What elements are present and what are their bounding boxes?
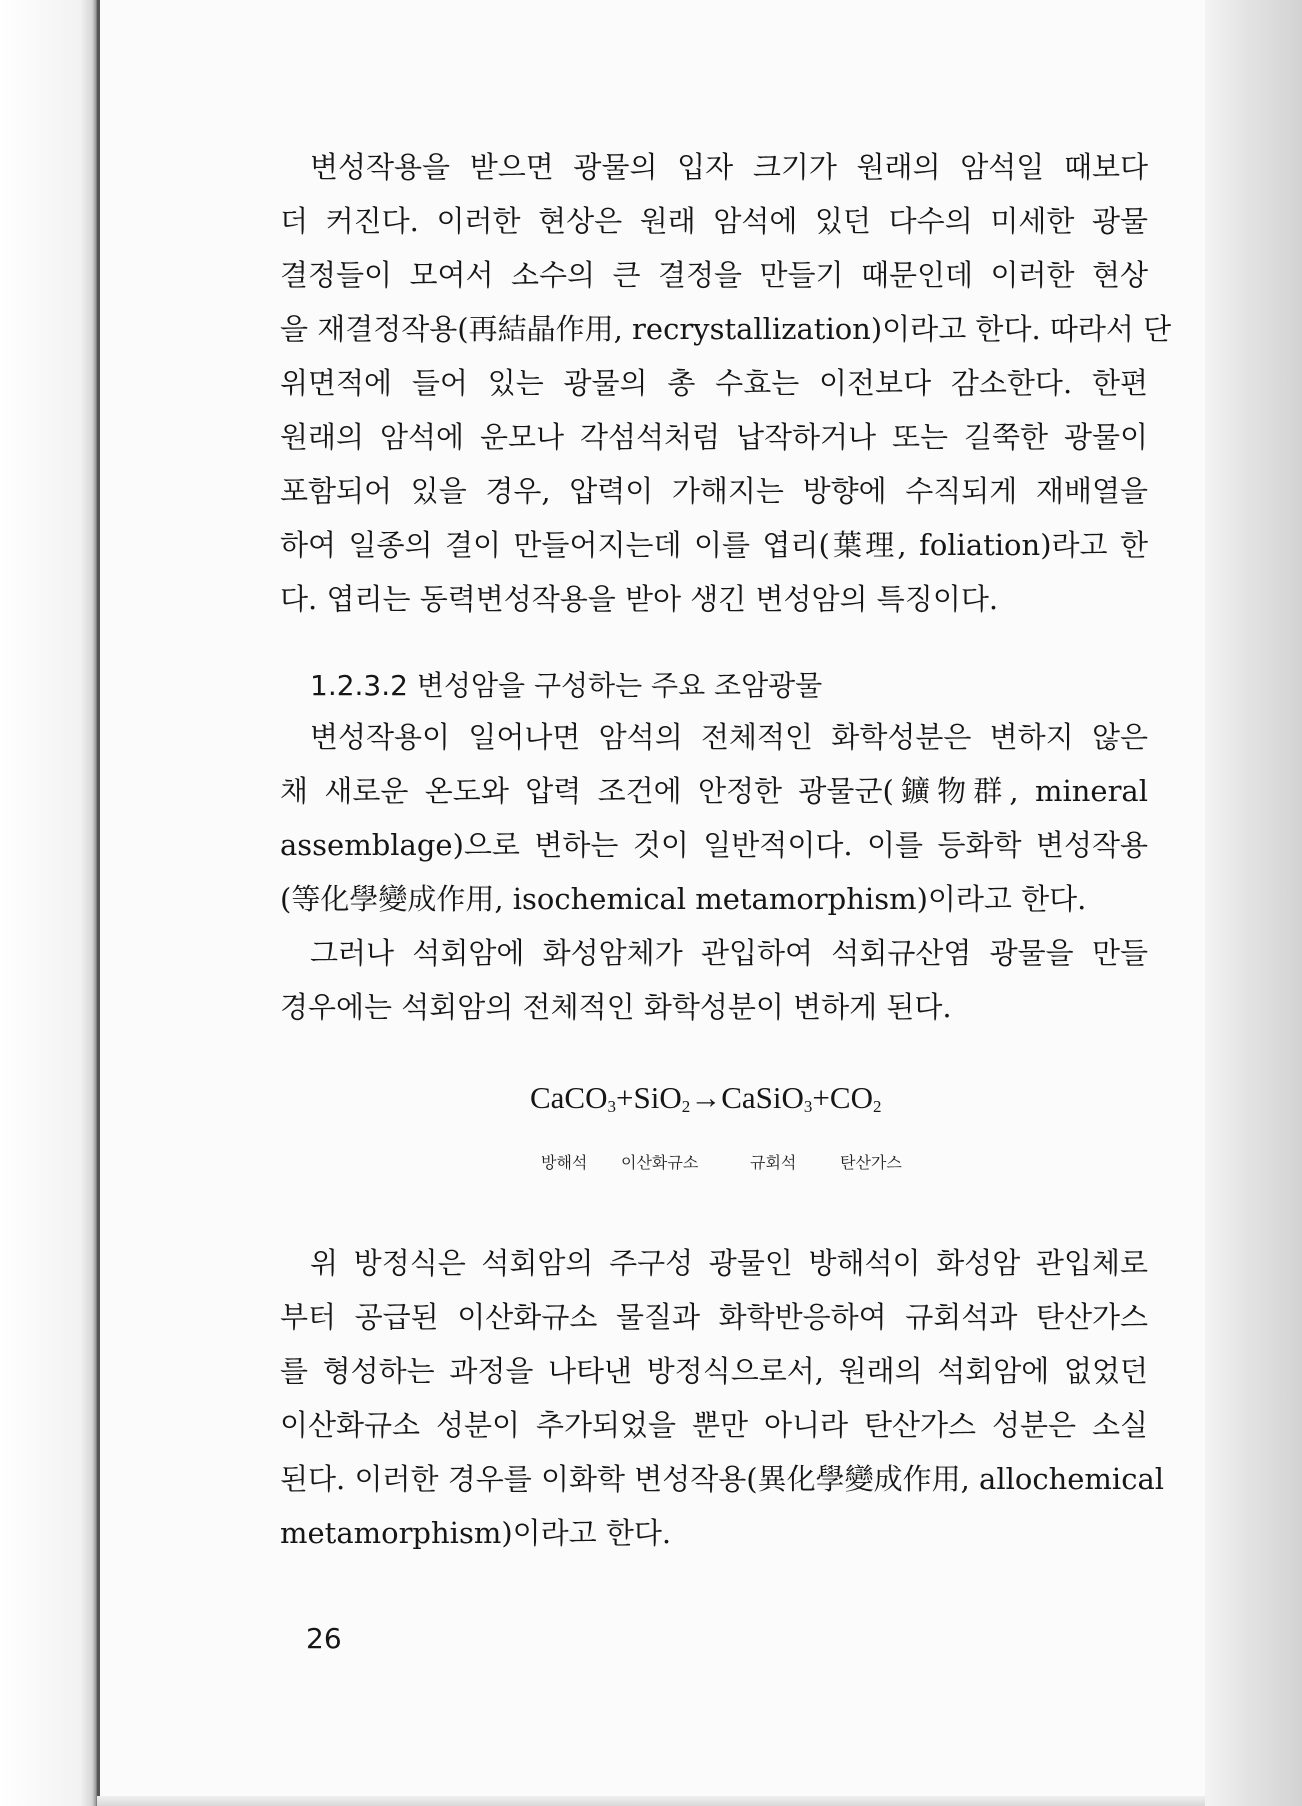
text-line: 이산화규소 성분이 추가되었을 뿐만 아니라 탄산가스 성분은 소실 — [280, 1408, 1148, 1442]
page-edge-shadow — [1205, 0, 1302, 1806]
text-line: 포함되어 있을 경우, 압력이 가해지는 방향에 수직되게 재배열을 — [280, 474, 1148, 508]
text-line: 더 커진다. 이러한 현상은 원래 암석에 있던 다수의 미세한 광물 — [280, 204, 1148, 238]
text-line: 변성작용을 받으면 광물의 입자 크기가 원래의 암석일 때보다 — [310, 150, 1148, 184]
text-line: 결정들이 모여서 소수의 큰 결정을 만들기 때문인데 이러한 현상 — [280, 258, 1148, 292]
equation-caption-calcite: 방해석 — [541, 1153, 588, 1172]
text-line: 하여 일종의 결이 만들어지는데 이를 엽리(葉理, foliation)라고 한 — [280, 528, 1148, 562]
text-line: 부터 공급된 이산화규소 물질과 화학반응하여 규회석과 탄산가스 — [280, 1300, 1148, 1334]
chemical-equation — [530, 1080, 881, 1117]
equation-subscript: 3 — [803, 1097, 813, 1116]
page-number: 26 — [306, 1622, 342, 1655]
equation-caption-wollastonite: 규회석 — [750, 1153, 797, 1172]
equation-subscript: 2 — [681, 1097, 691, 1116]
equation-plus: + — [812, 1080, 830, 1115]
paragraph-isochemical — [280, 710, 1148, 1034]
equation-term: CaSiO — [721, 1080, 804, 1115]
text-line: 다. 엽리는 동력변성작용을 받아 생긴 변성암의 특징이다. — [280, 582, 999, 616]
text-line: 을 재결정작용(再結晶作用, recrystallization)이라고 한다. 따라서 단 — [280, 312, 1172, 346]
paragraph-recrystallization — [280, 140, 1172, 626]
text-line: 위 방정식은 석회암의 주구성 광물인 방해석이 화성암 관입체로 — [310, 1246, 1148, 1280]
text-line: metamorphism)이라고 한다. — [280, 1516, 672, 1550]
equation-plus: + — [616, 1080, 634, 1115]
text-line: 그러나 석회암에 화성암체가 관입하여 석회규산염 광물을 만들 — [310, 936, 1148, 970]
equation-subscript: 2 — [872, 1097, 882, 1116]
text-line: 를 형성하는 과정을 나타낸 방정식으로서, 원래의 석회암에 없었던 — [280, 1354, 1148, 1388]
equation-caption-silica: 이산화규소 — [621, 1153, 699, 1172]
equation-term: CaCO — [530, 1080, 608, 1115]
equation-term: SiO — [633, 1080, 682, 1115]
text-line: 변성작용이 일어나면 암석의 전체적인 화학성분은 변하지 않은 — [310, 720, 1148, 754]
text-line: 원래의 암석에 운모나 각섬석처럼 납작하거나 또는 길쭉한 광물이 — [280, 420, 1148, 454]
text-line: 된다. 이러한 경우를 이화학 변성작용(異化學變成作用, allochemical — [280, 1462, 1165, 1496]
book-spine — [0, 0, 97, 1806]
paragraph-allochemical — [280, 1236, 1165, 1560]
equation-term: CO — [829, 1080, 873, 1115]
page-bottom-edge — [97, 1796, 1205, 1806]
section-heading: 1.2.3.2 변성암을 구성하는 주요 조암광물 — [310, 669, 823, 702]
text-line: 채 새로운 온도와 압력 조건에 안정한 광물군(鑛物群, mineral — [280, 774, 1148, 808]
text-line: (等化學變成作用, isochemical metamorphism)이라고 한다. — [280, 882, 1087, 916]
text-line: assemblage)으로 변하는 것이 일반적이다. 이를 등화학 변성작용 — [280, 828, 1148, 862]
equation-arrow: → — [690, 1080, 722, 1115]
text-line: 경우에는 석회암의 전체적인 화학성분이 변하게 된다. — [280, 990, 952, 1024]
equation-caption-co2: 탄산가스 — [840, 1153, 902, 1172]
equation-subscript: 3 — [607, 1097, 616, 1116]
text-line: 위면적에 들어 있는 광물의 총 수효는 이전보다 감소한다. 한편 — [280, 366, 1148, 400]
